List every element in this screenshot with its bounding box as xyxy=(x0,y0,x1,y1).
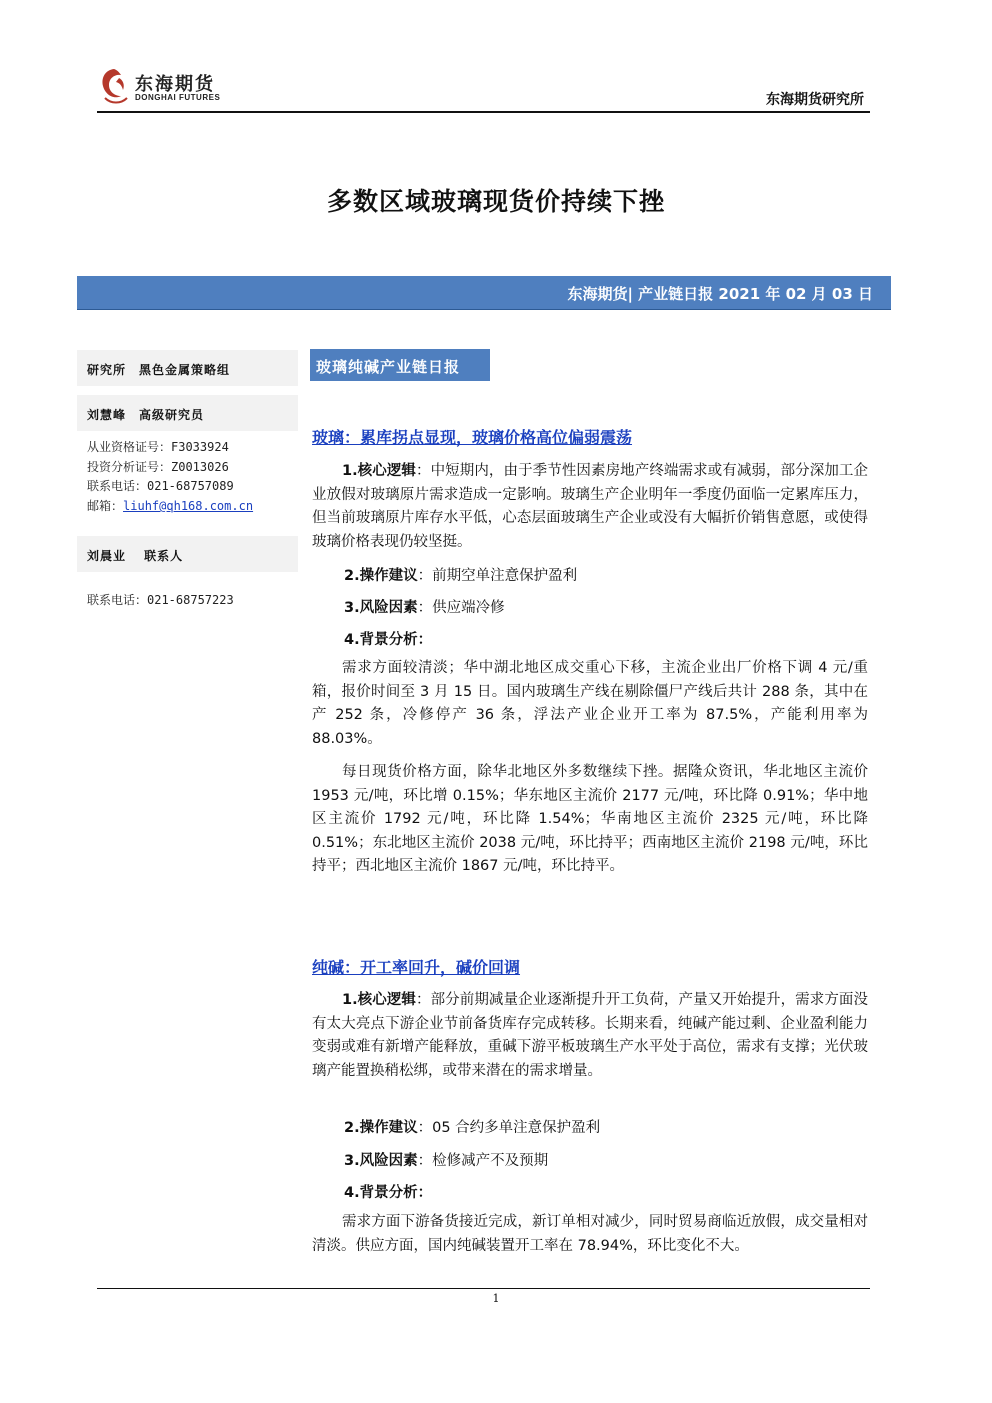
logo-text-en: DONGHAI FUTURES xyxy=(135,93,221,102)
analyst2-phone: 联系电话：021-68757223 xyxy=(87,593,234,607)
sidebar-dept-header xyxy=(77,350,298,386)
company-logo xyxy=(97,66,237,108)
email-label: 邮箱： xyxy=(87,499,124,513)
glass-bg-label: 4.背景分析 xyxy=(344,632,418,648)
section-tag xyxy=(310,349,490,381)
soda-bg-para1: 需求方面下游备货接近完成，新订单相对减少，同时贸易商临近放假，成交量相对清淡。供应方面，国内纯碱装置开工率在 78.94%，环比变化不大。 xyxy=(312,1214,868,1254)
glass-background xyxy=(344,628,432,649)
glass-logic-text: ：中短期内，由于季节性因素房地产终端需求或有减弱，部分深加工企业放假对玻璃原片需求造成一定影响。玻璃生产企业明年一季度仍面临一定累库压力，但当前玻璃原片库存水平低，心态层面玻璃生产企业或没有大幅折价销售意愿，或使得玻璃价格表现仍较坚挺。 xyxy=(312,463,868,550)
sidebar-dept: 研究所 黑色金属策略组 xyxy=(87,363,231,377)
analyst2-name: 刘晨业 联系人 xyxy=(87,549,184,563)
soda-core-logic xyxy=(312,989,868,1083)
analyst1-qual: 从业资格证号：F3033924 xyxy=(87,440,229,454)
header-divider xyxy=(97,111,870,113)
logo-text-cn: 东海期货 xyxy=(135,74,215,95)
institute-name: 东海期货研究所 xyxy=(766,92,864,108)
footer-divider xyxy=(97,1288,870,1289)
soda-risk-label: 3.风险因素 xyxy=(344,1153,418,1169)
glass-bg-colon: ： xyxy=(417,632,433,648)
banner-text: 东海期货| 产业链日报 2021 年 02 月 03 日 xyxy=(567,285,873,303)
glass-advice xyxy=(344,564,577,585)
glass-risk-text: ：供应端冷修 xyxy=(417,600,505,616)
glass-core-logic xyxy=(312,460,868,554)
analyst1-name: 刘慧峰 高级研究员 xyxy=(87,408,205,422)
analyst1-email-link[interactable]: liuhf@qh168.com.cn xyxy=(123,499,254,513)
soda-bg-colon: ： xyxy=(417,1185,433,1201)
analyst1-phone: 联系电话：021-68757089 xyxy=(87,479,234,493)
soda-risk xyxy=(344,1149,548,1170)
section-tag-text: 玻璃纯碱产业链日报 xyxy=(316,358,461,376)
glass-heading: 玻璃：累库拐点显现，玻璃价格高位偏弱震荡 xyxy=(312,428,633,447)
sidebar-analyst2-header xyxy=(77,536,298,572)
glass-risk-label: 3.风险因素 xyxy=(344,600,418,616)
page-number: 1 xyxy=(492,1292,500,1305)
analyst1-invest: 投资分析证号：Z0013026 xyxy=(87,460,229,474)
soda-bg-label: 4.背景分析 xyxy=(344,1185,418,1201)
soda-advice-label: 2.操作建议 xyxy=(344,1120,418,1136)
glass-advice-text: ：前期空单注意保护盈利 xyxy=(417,568,578,584)
glass-bg-para2: 每日现货价格方面，除华北地区外多数继续下挫。据隆众资讯，华北地区主流价 1953 元/吨，环比增 0.15%；华东地区主流价 2177 元/吨，环比降 0.91%；华中地区主流价 1792 元/吨，环比降 1.54%；华南地区主流价 2325 元/吨，环比降 0.51%；东北地区主流价 2038 元/吨，环比持平；西南地区主流价 2198 元/吨，环比持平；西北地区主流价 1867 元/吨，环比持平。 xyxy=(312,764,868,874)
analyst1-email-row xyxy=(87,497,253,514)
report-banner xyxy=(77,276,891,310)
soda-risk-text: ：检修减产不及预期 xyxy=(417,1153,549,1169)
glass-risk xyxy=(344,596,505,617)
report-title: 多数区域玻璃现货价持续下挫 xyxy=(326,187,665,216)
dragon-logo-icon xyxy=(97,66,131,106)
soda-advice xyxy=(344,1116,600,1137)
soda-heading: 纯碱：开工率回升，碱价回调 xyxy=(312,958,521,977)
glass-logic-label: 1.核心逻辑 xyxy=(342,463,417,479)
soda-advice-text: ：05 合约多单注意保护盈利 xyxy=(417,1120,601,1136)
soda-background xyxy=(344,1181,432,1202)
glass-bg-para1: 需求方面较清淡；华中湖北地区成交重心下移，主流企业出厂价格下调 4 元/重箱，报价时间至 3 月 15 日。国内玻璃生产线在剔除僵尸产线后共计 288 条，其中在产 252 条，冷修停产 36 条，浮法产业企业开工率为 87.5%，产能利用率为 88.03%。 xyxy=(312,660,868,747)
soda-logic-label: 1.核心逻辑 xyxy=(342,992,417,1008)
sidebar-analyst1-header xyxy=(77,395,298,431)
soda-logic-text: ：部分前期减量企业逐渐提升开工负荷，产量又开始提升，需求方面没有太大亮点下游企业节前备货库存完成转移。长期来看，纯碱产能过剩、企业盈利能力变弱或难有新增产能释放，重碱下游平板玻璃生产水平处于高位，需求有支撑；光伏玻璃产能置换稍松绑，或带来潜在的需求增量。 xyxy=(312,992,868,1079)
glass-advice-label: 2.操作建议 xyxy=(344,568,418,584)
